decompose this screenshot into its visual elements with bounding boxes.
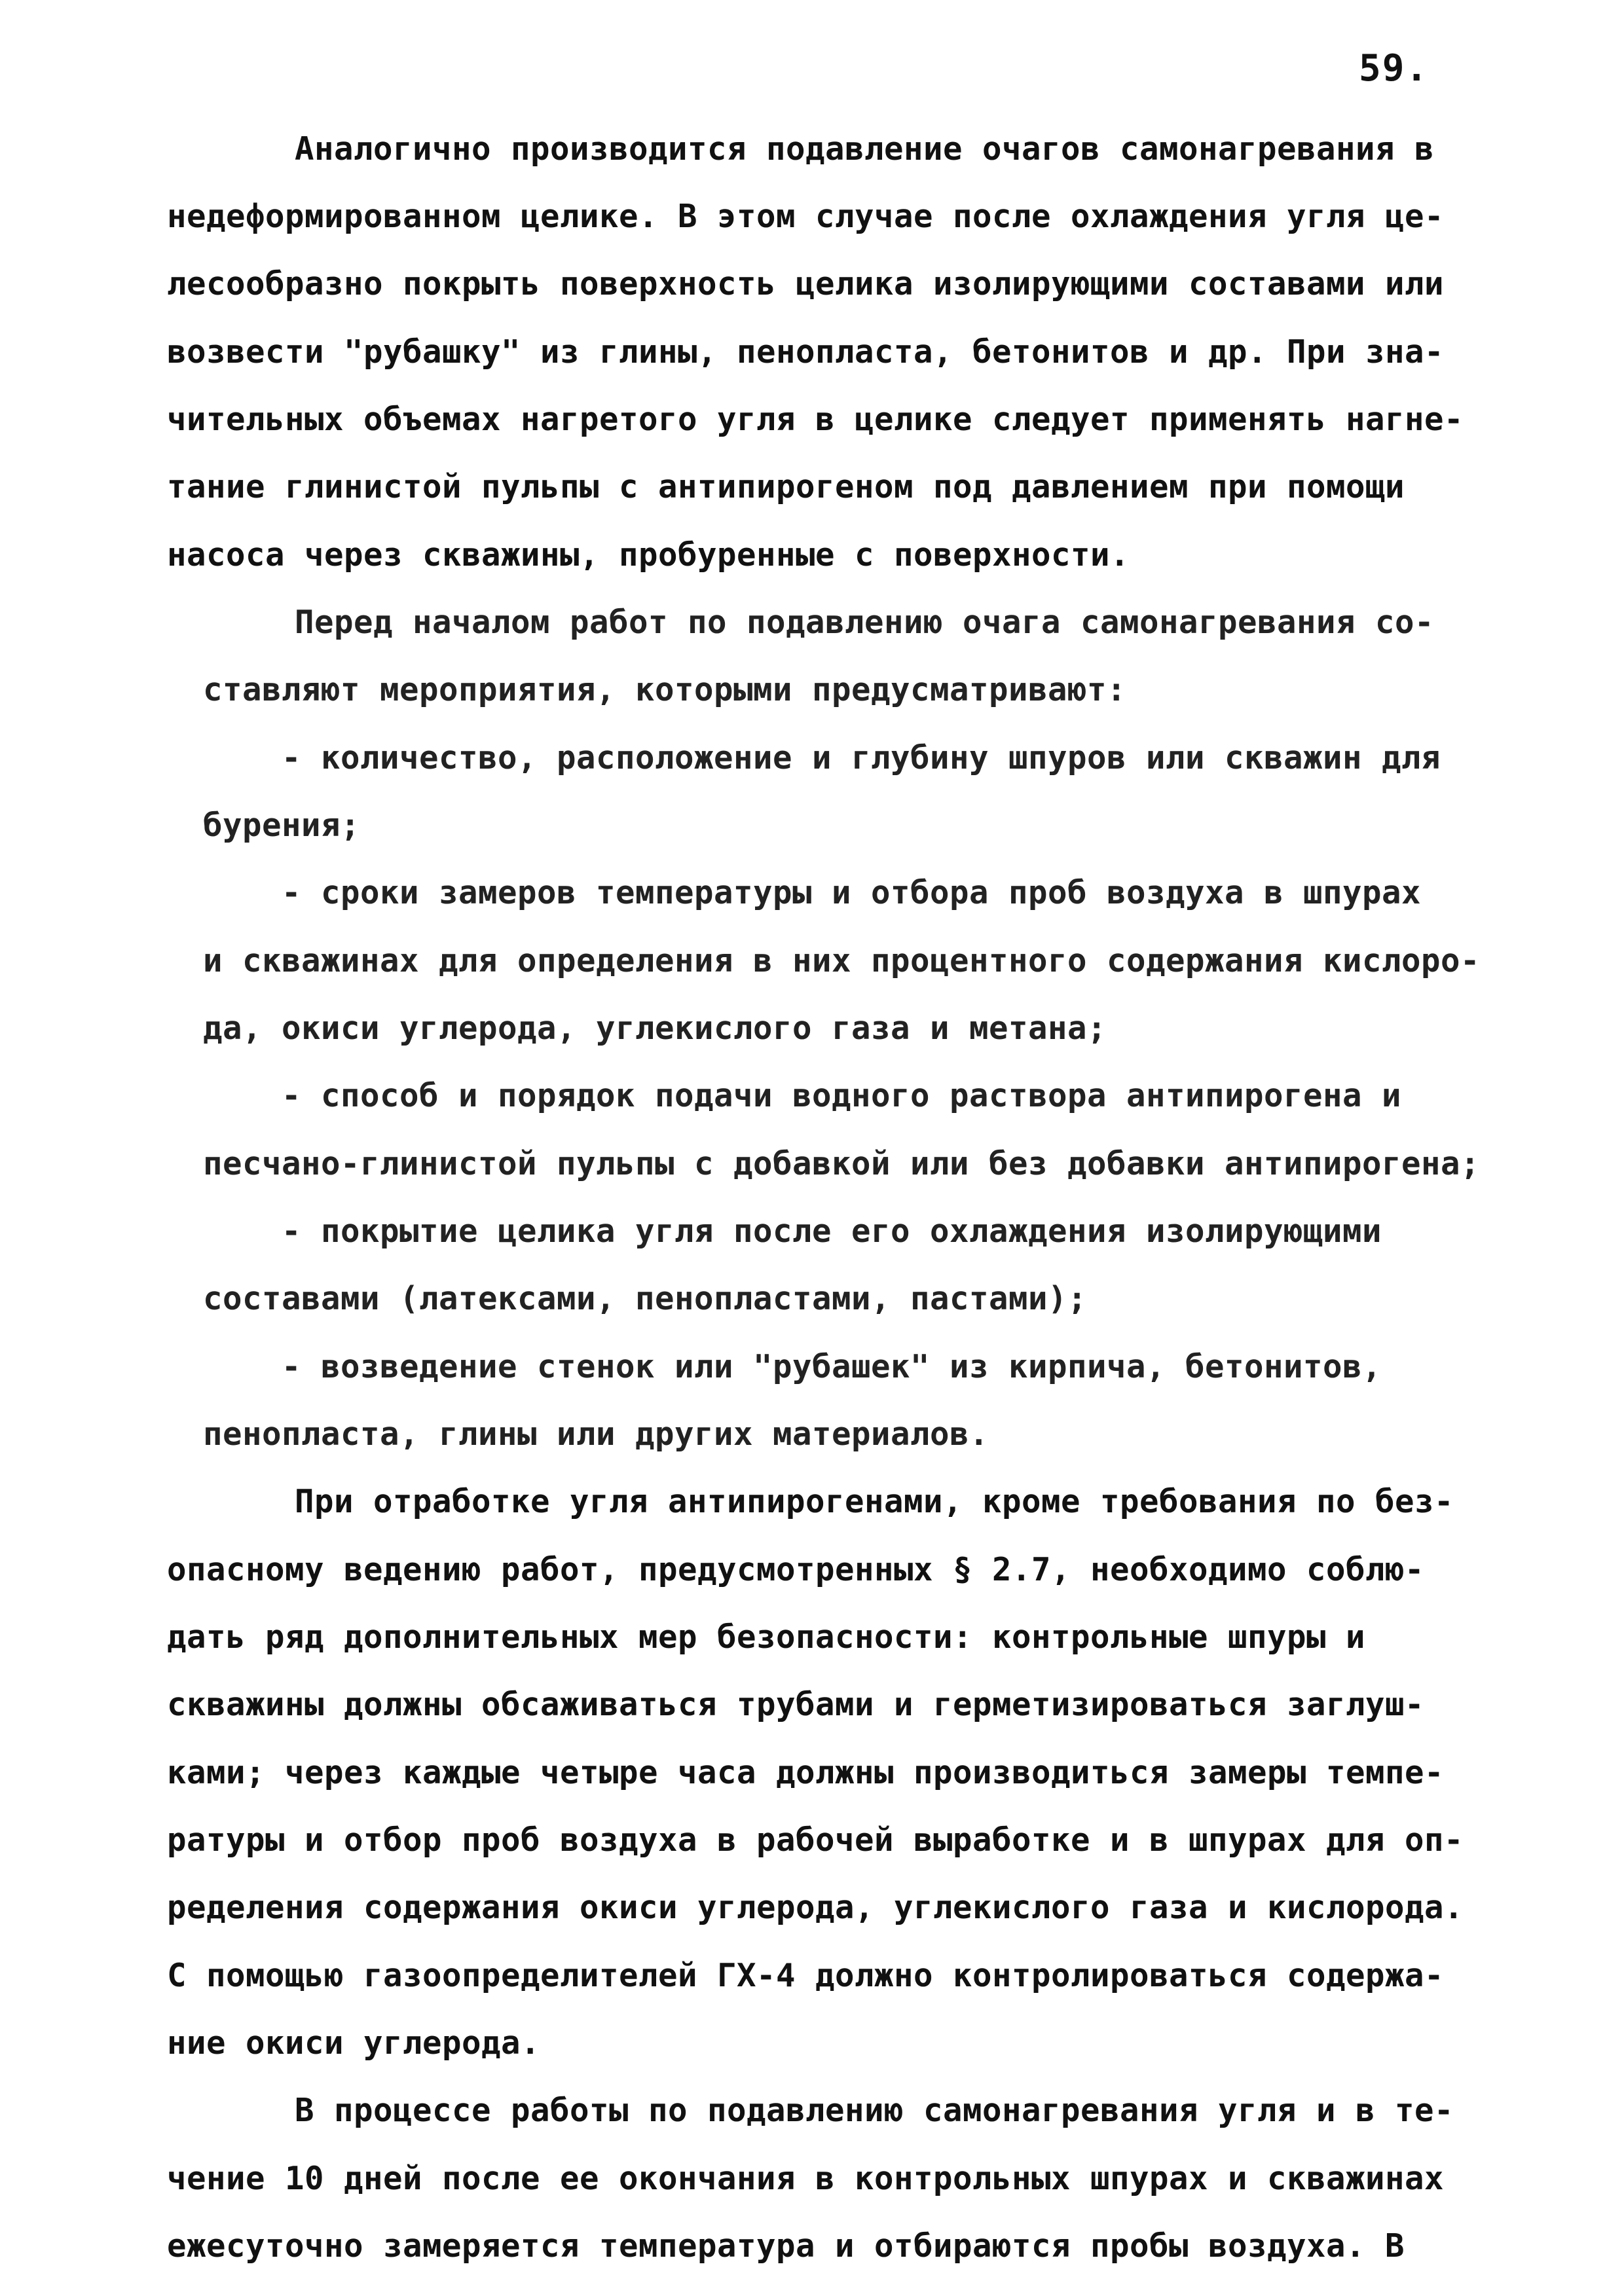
text-line: ками; через каждые четыре часа должны производиться замеры темпе- xyxy=(167,1754,1445,1791)
list-item-line: бурения; xyxy=(203,807,361,844)
list-item-line: - возведение стенок или "рубашек" из кирпича, бетонитов, xyxy=(282,1348,1382,1385)
text-line: С помощью газоопределителей ГХ-4 должно контролироваться содержа- xyxy=(167,1957,1445,1994)
text-line: Аналогично производится подавление очагов самонагревания в xyxy=(295,130,1435,168)
list-item-line: пенопласта, глины или других материалов. xyxy=(203,1415,989,1453)
text-line: тание глинистой пульпы с антипирогеном под давлением при помощи xyxy=(167,468,1405,505)
list-item-line: составами (латексами, пенопластами, пастами); xyxy=(203,1280,1088,1317)
text-line: насоса через скважины, пробуренные с поверхности. xyxy=(167,536,1130,574)
text-line: чение 10 дней после ее окончания в контрольных шпурах и скважинах xyxy=(167,2160,1445,2197)
text-line: ределения содержания окиси углерода, углекислого газа и кислорода. xyxy=(167,1889,1464,1926)
text-line: В процессе работы по подавлению самонагревания угля и в те- xyxy=(295,2092,1454,2129)
text-line: опасному ведению работ, предусмотренных § 2.7, необходимо соблю- xyxy=(167,1551,1425,1588)
text-line: ратуры и отбор проб воздуха в рабочей выработке и в шпурах для оп- xyxy=(167,1821,1464,1859)
list-item-line: и скважинах для определения в них процентного содержания кислоро- xyxy=(203,942,1481,979)
text-line: Перед началом работ по подавлению очага самонагревания со- xyxy=(295,604,1435,641)
page-number: 59. xyxy=(1359,47,1430,90)
text-line: При отработке угля антипирогенами, кроме требования по без- xyxy=(295,1483,1454,1520)
text-line: лесообразно покрыть поверхность целика изолирующими составами или xyxy=(167,265,1445,302)
list-item-line: - количество, расположение и глубину шпуров или скважин для xyxy=(282,739,1441,776)
text-line: скважины должны обсаживаться трубами и герметизироваться заглуш- xyxy=(167,1686,1425,1723)
list-item-line: - сроки замеров температуры и отбора проб воздуха в шпурах xyxy=(282,874,1422,911)
list-item-line: да, окиси углерода, углекислого газа и метана; xyxy=(203,1010,1107,1047)
text-line: чительных объемах нагретого угля в целике следует применять нагне- xyxy=(167,401,1464,438)
text-line: недеформированном целике. В этом случае после охлаждения угля це- xyxy=(167,198,1445,235)
text-line: ставляют мероприятия, которыми предусматривают: xyxy=(203,671,1127,708)
text-line: возвести "рубашку" из глины, пенопласта, бетонитов и др. При зна- xyxy=(167,333,1445,371)
list-item-line: - способ и порядок подачи водного раствора антипирогена и xyxy=(282,1077,1402,1114)
text-line: дать ряд дополнительных мер безопасности: контрольные шпуры и xyxy=(167,1618,1366,1656)
list-item-line: - покрытие целика угля после его охлаждения изолирующими xyxy=(282,1212,1382,1250)
list-item-line: песчано-глинистой пульпы с добавкой или без добавки антипирогена; xyxy=(203,1145,1481,1182)
text-line: ние окиси углерода. xyxy=(167,2024,541,2062)
text-line: ежесуточно замеряется температура и отбираются пробы воздуха. В xyxy=(167,2227,1405,2265)
